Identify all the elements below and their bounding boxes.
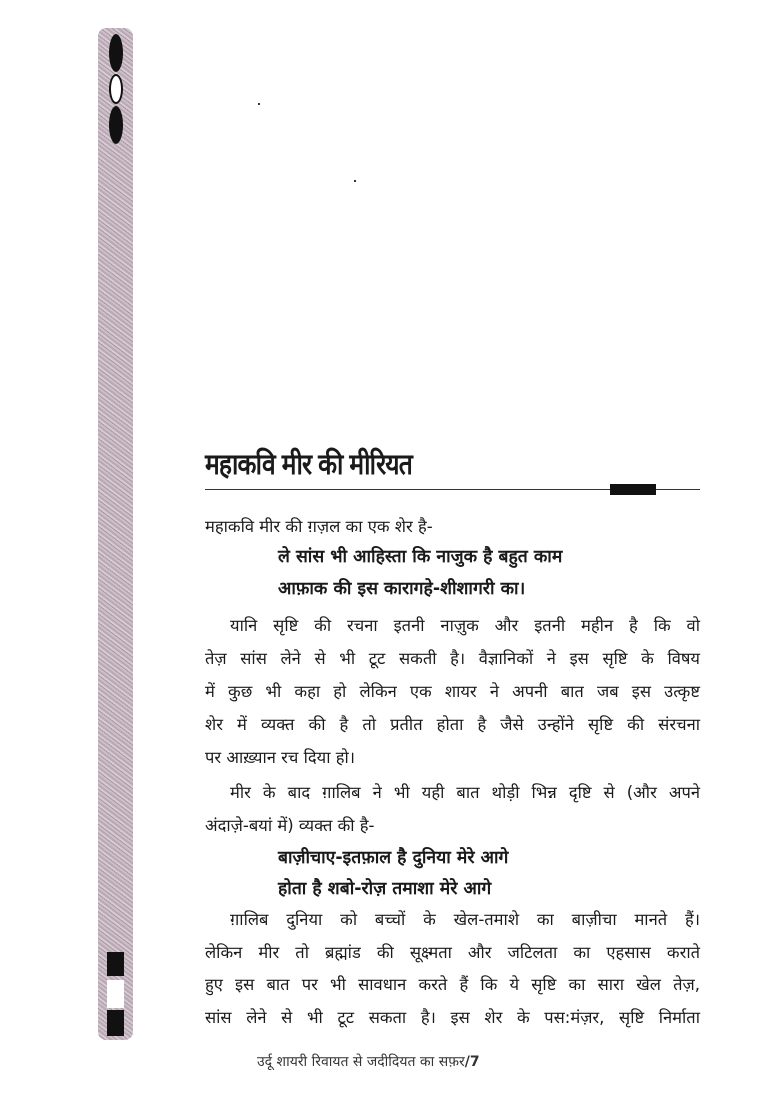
verse-line: बाज़ीचाए-इतफ़ाल है दुनिया मेरे आगे (278, 848, 509, 868)
body-line: महाकवि मीर की ग़ज़ल का एक शेर है- (205, 517, 433, 536)
footer-book-title: उर्दू शायरी रिवायत से जदीदियत का सफ़र (257, 1054, 465, 1070)
scan-speck (258, 103, 260, 105)
body-line: पर आख़्यान रच दिया हो। (205, 748, 356, 767)
body-line: शेर में व्यक्त की है तो प्रतीत होता है जैसे उन्होंने सृष्टि की संरचना (205, 715, 700, 734)
body-line: ग़ालिब दुनिया को बच्चों के खेल-तमाशे का बाज़ीचा मानते हैं। (230, 910, 700, 929)
body-line: तेज़ सांस लेने से भी टूट सकती है। वैज्ञानिकों ने इस सृष्टि के विषय (205, 649, 700, 668)
white-block-ornament (107, 980, 124, 1008)
rule-block-ornament (610, 484, 656, 495)
body-line: मीर के बाद ग़ालिब ने भी यही बात थोड़ी भिन्न दृष्टि से (और अपने (230, 783, 700, 802)
body-line: सांस लेने से भी टूट सकता है। इस शेर के पस:मंज़र, सृष्टि निर्माता (205, 1008, 700, 1027)
body-line: यानि सृष्टि की रचना इतनी नाज़ुक और इतनी महीन है कि वो (230, 616, 700, 635)
verse-line: ले सांस भी आहिस्ता कि नाजुक है बहुत काम (278, 547, 563, 567)
black-block-ornament (107, 952, 124, 976)
body-line: में कुछ भी कहा हो लेकिन एक शायर ने अपनी बात जब इस उत्कृष्ट (205, 682, 700, 701)
page-number: /7 (464, 1054, 480, 1070)
decorative-side-strip (98, 28, 133, 1040)
page-footer (257, 1052, 480, 1071)
body-line: लेकिन मीर तो ब्रह्मांड की सूक्ष्मता और जटिलता का एहसास कराते (205, 943, 700, 962)
body-line: हुए इस बात पर भी सावधान करते हैं कि ये सृष्टि का सारा खेल तेज़, (205, 975, 700, 994)
black-oval-ornament (109, 34, 123, 72)
black-oval-ornament (109, 106, 123, 144)
verse-line: होता है शबो-रोज़ तमाशा मेरे आगे (278, 879, 492, 899)
black-block-ornament (107, 1010, 124, 1036)
white-oval-ornament (109, 74, 123, 104)
scan-speck (354, 180, 356, 182)
verse-line: आफ़ाक की इस कारागहे-शीशागरी का। (278, 579, 526, 599)
chapter-title: महाकवि मीर की मीरियत (205, 447, 412, 481)
body-line: अंदाज़े-बयां में) व्यक्त की है- (205, 816, 375, 835)
